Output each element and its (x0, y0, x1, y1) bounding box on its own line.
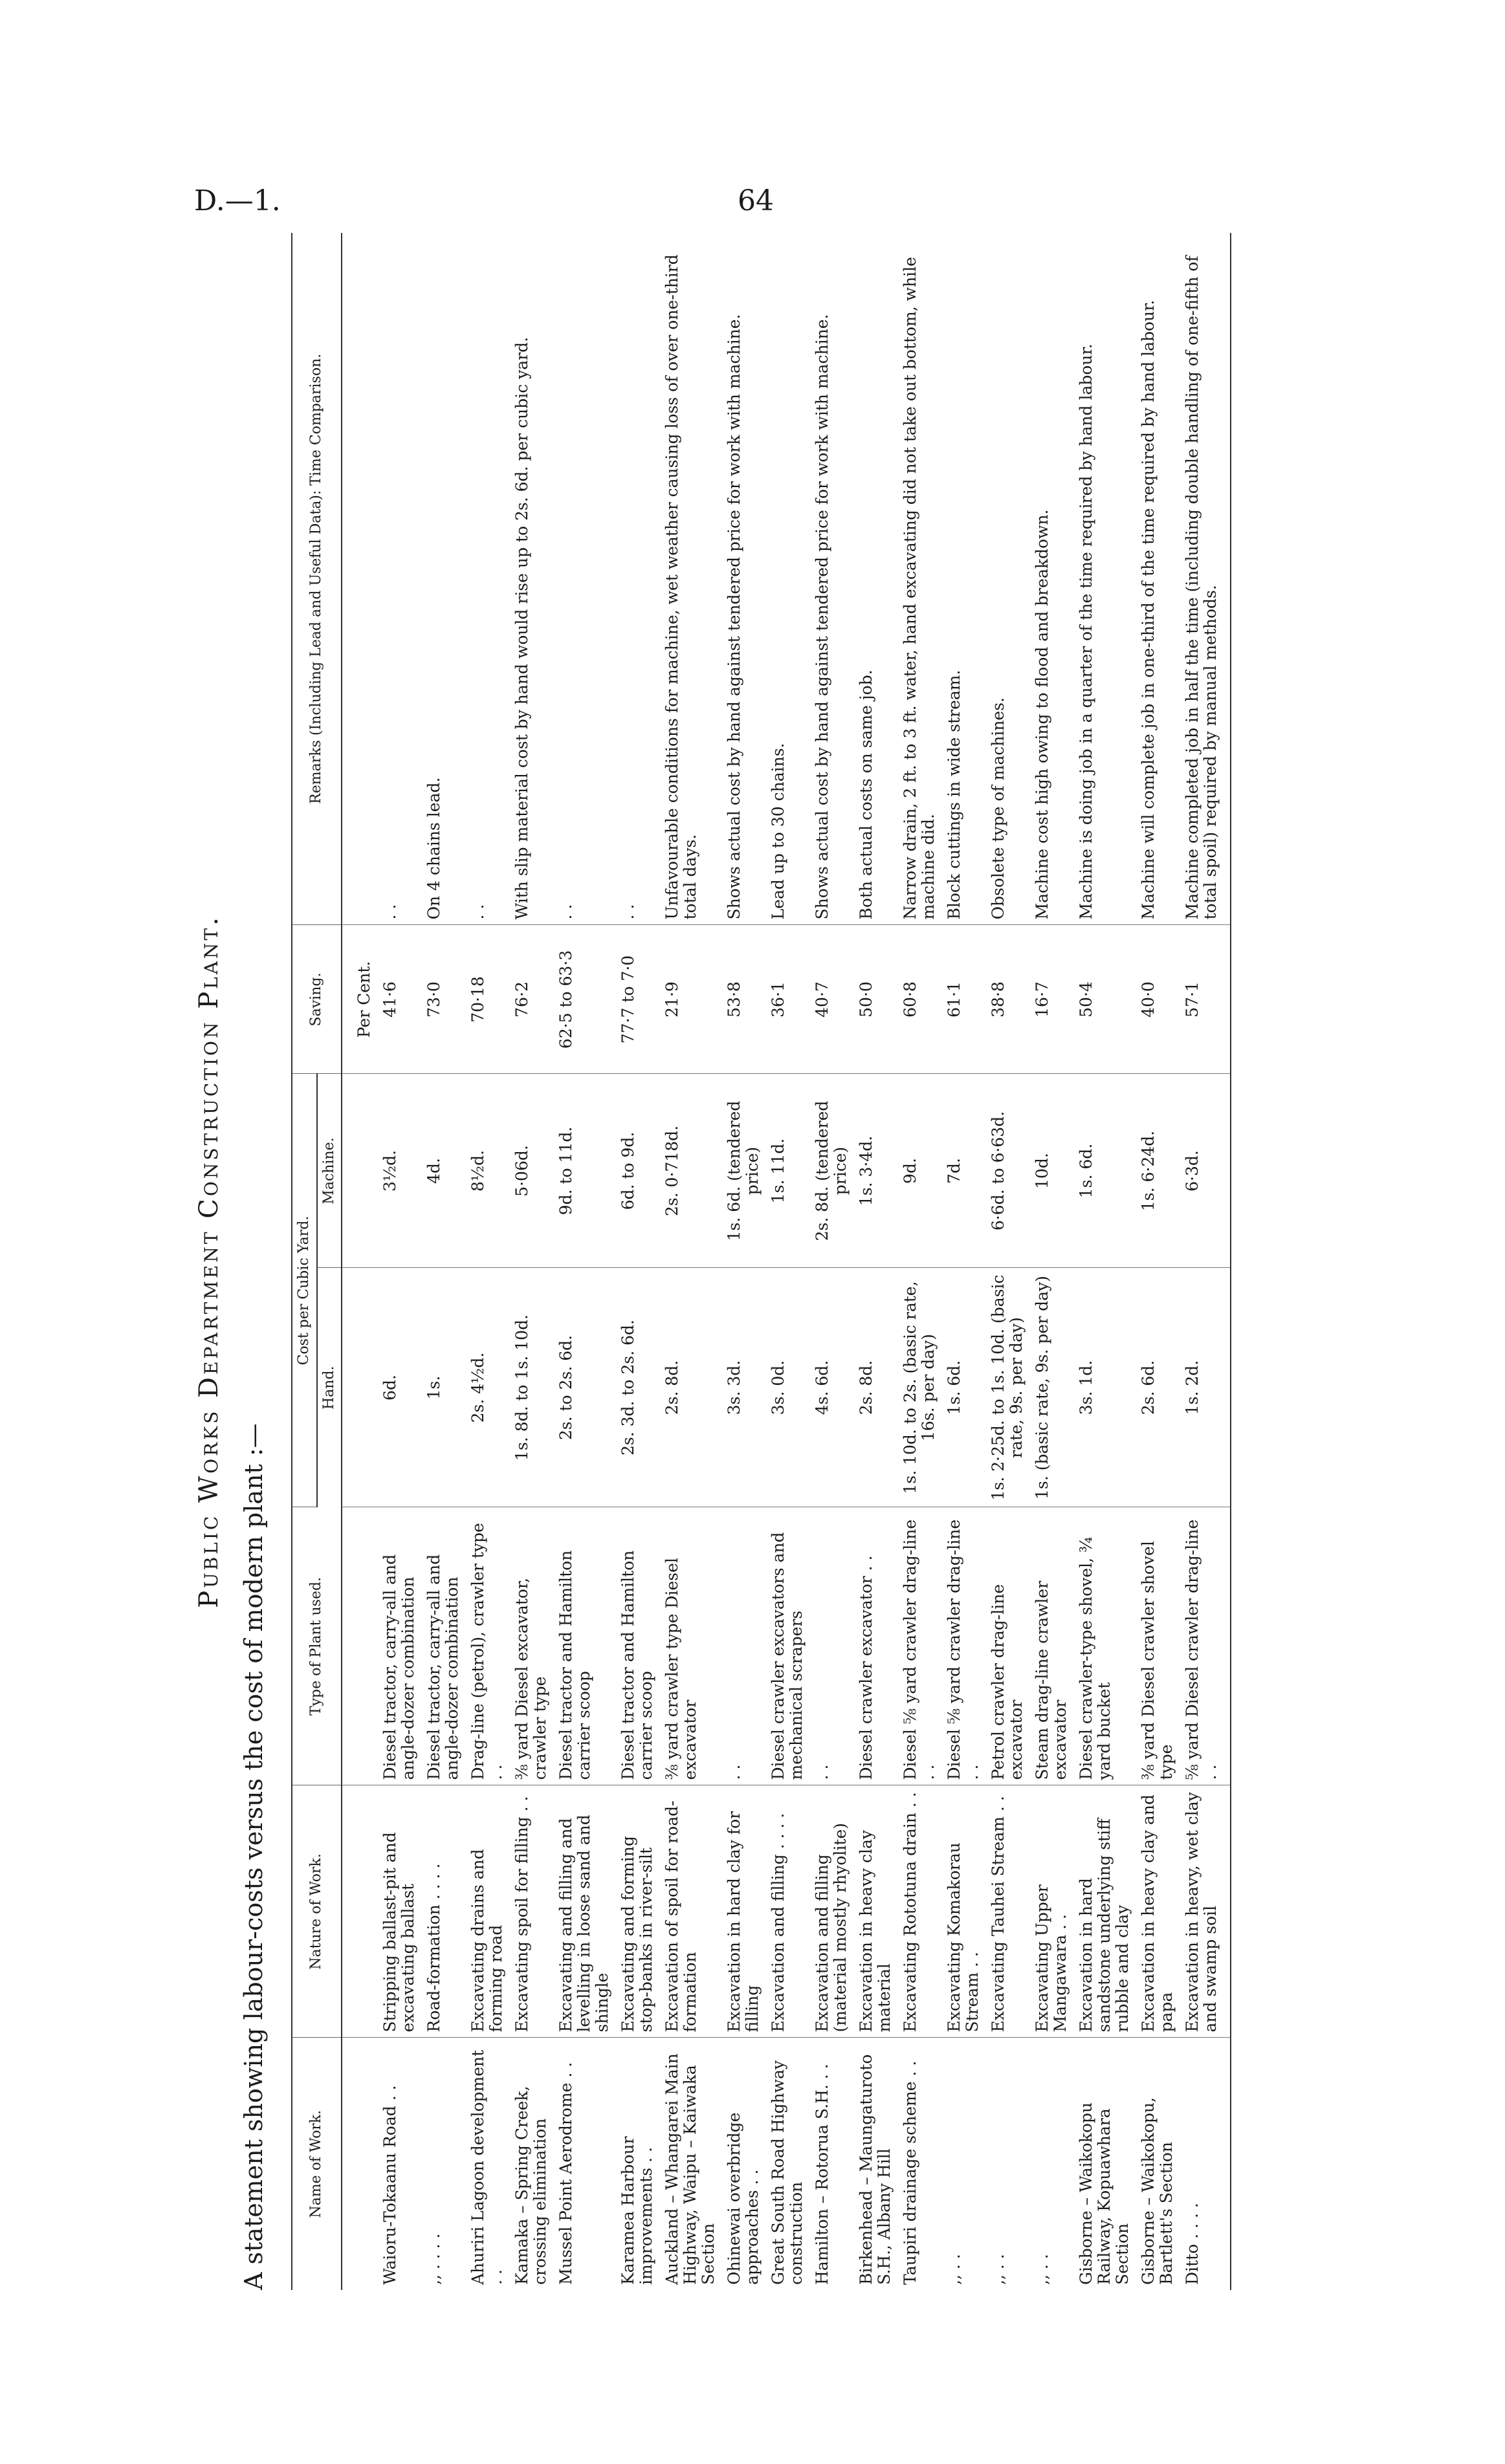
cell-nature-of-work: Excavating and forming stop-banks in river-silt (615, 1785, 659, 2038)
cell-nature-of-work: Excavation and filling . . . . (765, 1785, 809, 2038)
cell-remarks: With slip material cost by hand would rise up to 2s. 6d. per cubic yard. (509, 233, 553, 925)
cell-type-of-plant: . . (809, 1507, 853, 1785)
table-row (659, 233, 721, 2290)
cell-machine-cost: 1s. 11d. (765, 1074, 809, 1268)
cell-saving: 76·2 (509, 925, 553, 1074)
cell-name-of-work: Gisborne – Waikokopu Railway, Kopuawhara Section (1077, 2102, 1132, 2285)
cell-saving: 21·9 (659, 925, 721, 1074)
table-row (941, 233, 985, 2290)
cell-hand-cost: 1s. (basic rate, 9s. per day) (1029, 1268, 1073, 1507)
table-row (765, 233, 809, 2290)
page-label: D.—1. (194, 184, 281, 217)
cell-saving: 70·18 (465, 925, 509, 1074)
table-row (721, 233, 765, 2290)
cell-saving: 36·1 (765, 925, 809, 1074)
cell-machine-cost: 1s. 3·4d. (853, 1074, 897, 1268)
cell-hand-cost: 4s. 6d. (809, 1268, 853, 1507)
table-row (985, 233, 1029, 2290)
saving-unit: Per Cent. (342, 925, 377, 1074)
cell-saving: 50·0 (853, 925, 897, 1074)
cell-type-of-plant: Diesel crawler excavators and mechanical scrapers (765, 1507, 809, 1785)
cell-nature-of-work: Road-formation . . . . (421, 1785, 465, 2038)
cell-name-of-work: Kamaka – Spring Creek, crossing elimination (512, 2086, 550, 2285)
cell-hand-cost: 3s. 0d. (765, 1268, 809, 1507)
cell-nature-of-work: Excavating Rototuna drain . . (897, 1785, 941, 2038)
cell-type-of-plant: Diesel tractor and Hamilton carrier scoop (553, 1507, 615, 1785)
table-row (615, 233, 659, 2290)
cell-saving: 50·4 (1073, 925, 1136, 1074)
cell-remarks: Machine completed job in half the time (including double handling of one-fifth of total spoil) required by manual methods. (1180, 233, 1231, 925)
table-header-row (292, 233, 317, 2290)
cell-name-of-work: Auckland – Whangarei Main Highway, Waipu – Kaiwaka Section (663, 2053, 718, 2285)
cell-name-of-work: Birkenhead – Maungaturoto S.H., Albany Hill (857, 2054, 894, 2285)
cell-nature-of-work: Excavating Tauhei Stream . . (985, 1785, 1029, 2038)
cell-hand-cost: 1s. 6d. (941, 1268, 985, 1507)
cell-type-of-plant: Steam drag-line crawler excavator (1029, 1507, 1073, 1785)
plant-cost-table (291, 233, 1231, 2290)
table-row (1180, 233, 1231, 2290)
cell-nature-of-work: Excavation in heavy, wet clay and swamp soil (1180, 1785, 1231, 2038)
table-body (342, 233, 1231, 2290)
cell-nature-of-work: Excavation and filling (material mostly rhyolite) (809, 1785, 853, 2038)
cell-type-of-plant: Diesel ⅝ yard crawler drag-line . . (941, 1507, 985, 1785)
cell-saving: 60·8 (897, 925, 941, 1074)
cell-type-of-plant: Drag-line (petrol), crawler type . . (465, 1507, 509, 1785)
cell-name-of-work: Mussel Point Aerodrome . . (556, 2062, 576, 2285)
cell-remarks: Shows actual cost by hand against tendered price for work with machine. (809, 233, 853, 925)
cell-type-of-plant: Diesel tractor, carry-all and angle-dozer combination (421, 1507, 465, 1785)
cell-saving: 61·1 (941, 925, 985, 1074)
cell-remarks: On 4 chains lead. (421, 233, 465, 925)
cell-hand-cost: 3s. 3d. (721, 1268, 765, 1507)
cell-hand-cost: 1s. 2·25d. to 1s. 10d. (basic rate, 9s. per day) (985, 1268, 1029, 1507)
cell-saving: 57·1 (1180, 925, 1231, 1074)
cell-type-of-plant: Diesel tractor, carry-all and angle-dozer combination (377, 1507, 421, 1785)
header-hand: Hand. (317, 1268, 342, 1507)
rotated-content (194, 233, 1346, 2290)
cell-saving: 16·7 (1029, 925, 1073, 1074)
cell-type-of-plant: ⅝ yard Diesel crawler drag-line . . (1180, 1507, 1231, 1785)
cell-machine-cost: 1s. 6d. (tendered price) (721, 1074, 765, 1268)
cell-saving: 41·6 (377, 925, 421, 1074)
cell-machine-cost: 6·3d. (1180, 1074, 1231, 1268)
cell-nature-of-work: Excavation in heavy clay and papa (1136, 1785, 1180, 2038)
cell-remarks: . . (377, 233, 421, 925)
cell-nature-of-work: Excavation in hard sandstone underlying stiff rubble and clay (1073, 1785, 1136, 2038)
cell-machine-cost: 3½d. (377, 1074, 421, 1268)
cell-machine-cost: 1s. 6·24d. (1136, 1074, 1180, 1268)
cell-nature-of-work: Excavating Komakorau Stream . . (941, 1785, 985, 2038)
cell-nature-of-work: Excavation in heavy clay material (853, 1785, 897, 2038)
cell-hand-cost: 2s. 3d. to 2s. 6d. (615, 1268, 659, 1507)
cell-remarks: Lead up to 30 chains. (765, 233, 809, 925)
document-intro: A statement showing labour-costs versus the cost of modern plant :— (239, 1423, 268, 2290)
cell-type-of-plant: Diesel crawler-type shovel, ¾ yard bucket (1073, 1507, 1136, 1785)
cell-name-of-work: ,, . . (989, 2254, 1008, 2285)
cell-saving: 40·0 (1136, 925, 1180, 1074)
cell-name-of-work: ,, . . (945, 2254, 964, 2285)
cell-name-of-work: ,, . . . . (424, 2233, 444, 2285)
header-cost-per-cubic-yard: Cost per Cubic Yard. (292, 1074, 317, 1507)
cell-name-of-work: Great South Road Highway construction (769, 2060, 806, 2285)
cell-name-of-work: Karamea Harbour improvements . . (619, 2136, 656, 2285)
cell-hand-cost: 2s. 4½d. (465, 1268, 509, 1507)
cell-type-of-plant: . . (721, 1507, 765, 1785)
cell-machine-cost: 5·06d. (509, 1074, 553, 1268)
cell-type-of-plant: ⅜ yard crawler type Diesel excavator (659, 1507, 721, 1785)
table-row (853, 233, 897, 2290)
cell-hand-cost: 6d. (377, 1268, 421, 1507)
table-row (1136, 233, 1180, 2290)
cell-nature-of-work: Excavating Upper Mangawara . . (1029, 1785, 1073, 2038)
cell-name-of-work: Gisborne – Waikokopu, Bartlett's Section (1139, 2097, 1176, 2285)
cell-type-of-plant: Diesel crawler excavator . . (853, 1507, 897, 1785)
cell-type-of-plant: Diesel tractor and Hamilton carrier scoop (615, 1507, 659, 1785)
header-type-of-plant: Type of Plant used. (292, 1507, 342, 1785)
header-nature-of-work: Nature of Work. (292, 1785, 342, 2038)
unit-row (342, 233, 377, 2290)
cell-name-of-work: ,, . . (1033, 2254, 1052, 2285)
cell-remarks: Narrow drain, 2 ft. to 3 ft. water, hand excavating did not take out bottom, while machine did. (897, 233, 941, 925)
cell-type-of-plant: ⅜ yard Diesel crawler shovel type (1136, 1507, 1180, 1785)
cell-type-of-plant: Diesel ⅝ yard crawler drag-line . . (897, 1507, 941, 1785)
cell-remarks: Both actual costs on same job. (853, 233, 897, 925)
cell-remarks: . . (615, 233, 659, 925)
table-row (465, 233, 509, 2290)
cell-saving: 77·7 to 7·0 (615, 925, 659, 1074)
cell-hand-cost: 1s. 10d. to 2s. (basic rate, 16s. per day) (897, 1268, 941, 1507)
cell-remarks: . . (465, 233, 509, 925)
table-row (509, 233, 553, 2290)
cell-machine-cost: 2s. 8d. (tendered price) (809, 1074, 853, 1268)
cell-machine-cost: 6d. to 9d. (615, 1074, 659, 1268)
cell-nature-of-work: Stripping ballast-pit and excavating ballast (377, 1785, 421, 2038)
table-row (809, 233, 853, 2290)
cell-hand-cost: 1s. 2d. (1180, 1268, 1231, 1507)
cell-name-of-work: Waioru-Tokaanu Road . . (380, 2085, 400, 2285)
cell-machine-cost: 6·6d. to 6·63d. (985, 1074, 1029, 1268)
cell-nature-of-work: Excavation in hard clay for filling (721, 1785, 765, 2038)
table-row (421, 233, 465, 2290)
cell-machine-cost: 4d. (421, 1074, 465, 1268)
cell-machine-cost: 7d. (941, 1074, 985, 1268)
cell-hand-cost: 3s. 1d. (1073, 1268, 1136, 1507)
cell-machine-cost: 8½d. (465, 1074, 509, 1268)
cell-machine-cost: 9d. (897, 1074, 941, 1268)
cell-saving: 38·8 (985, 925, 1029, 1074)
cell-remarks: Machine is doing job in a quarter of the time required by hand labour. (1073, 233, 1136, 925)
document-title: Public Works Department Construction Plant. (194, 915, 224, 1608)
cell-name-of-work: Hamilton – Rotorua S.H. . . (813, 2064, 832, 2285)
table-row (553, 233, 615, 2290)
header-remarks: Remarks (Including Lead and Useful Data): Time Comparison. (292, 233, 342, 925)
cell-saving: 40·7 (809, 925, 853, 1074)
cell-hand-cost: 2s. 6d. (1136, 1268, 1180, 1507)
cell-hand-cost: 2s. 8d. (853, 1268, 897, 1507)
cell-machine-cost: 1s. 6d. (1073, 1074, 1136, 1268)
cell-remarks: Machine cost high owing to flood and breakdown. (1029, 233, 1073, 925)
cell-machine-cost: 2s. 0·718d. (659, 1074, 721, 1268)
cell-remarks: Unfavourable conditions for machine, wet weather causing loss of over one-third total days. (659, 233, 721, 925)
cell-saving: 62·5 to 63·3 (553, 925, 615, 1074)
cell-name-of-work: Ohinewai overbridge approaches . . (725, 2112, 762, 2285)
cell-name-of-work: Taupiri drainage scheme . . (901, 2060, 920, 2285)
cell-type-of-plant: Petrol crawler drag-line excavator (985, 1507, 1029, 1785)
cell-saving: 53·8 (721, 925, 765, 1074)
cell-nature-of-work: Excavation of spoil for road-formation (659, 1785, 721, 2038)
cell-remarks: Obsolete type of machines. (985, 233, 1029, 925)
cell-machine-cost: 10d. (1029, 1074, 1073, 1268)
cell-machine-cost: 9d. to 11d. (553, 1074, 615, 1268)
cell-nature-of-work: Excavating and filling and levelling in loose sand and shingle (553, 1785, 615, 2038)
cell-name-of-work: Ahuriri Lagoon development . . (468, 2049, 506, 2285)
cell-remarks: . . (553, 233, 615, 925)
table-row (1073, 233, 1136, 2290)
header-name-of-work: Name of Work. (292, 2038, 342, 2290)
cell-remarks: Shows actual cost by hand against tendered price for work with machine. (721, 233, 765, 925)
table-row (377, 233, 421, 2290)
cell-saving: 73·0 (421, 925, 465, 1074)
cell-hand-cost: 2s. to 2s. 6d. (553, 1268, 615, 1507)
page-number: 64 (738, 184, 774, 217)
cell-hand-cost: 1s. 8d. to 1s. 10d. (509, 1268, 553, 1507)
cell-nature-of-work: Excavating spoil for filling . . (509, 1785, 553, 2038)
cell-remarks: Block cuttings in wide stream. (941, 233, 985, 925)
table-row (1029, 233, 1073, 2290)
cell-hand-cost: 1s. (421, 1268, 465, 1507)
cell-remarks: Machine will complete job in one-third of the time required by hand labour. (1136, 233, 1180, 925)
cell-hand-cost: 2s. 8d. (659, 1268, 721, 1507)
header-saving: Saving. (292, 925, 342, 1074)
cell-type-of-plant: ⅜ yard Diesel excavator, crawler type (509, 1507, 553, 1785)
table-row (897, 233, 941, 2290)
cell-nature-of-work: Excavating drains and forming road (465, 1785, 509, 2038)
header-machine: Machine. (317, 1074, 342, 1268)
cell-name-of-work: Ditto . . . . (1180, 2038, 1231, 2290)
